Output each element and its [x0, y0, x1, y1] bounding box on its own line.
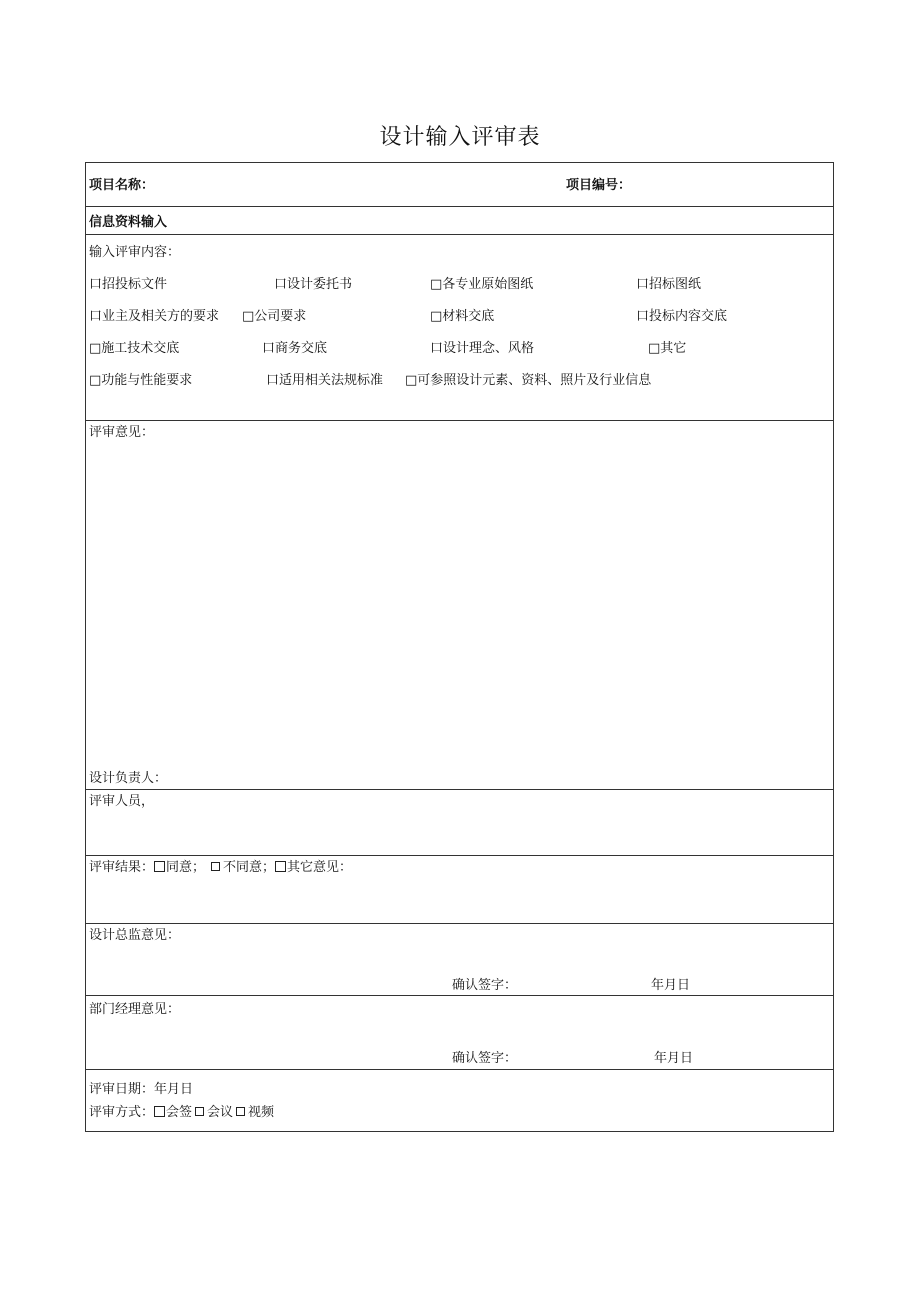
option-label: 设计委托书 — [287, 277, 353, 292]
checkbox-mark: □ — [430, 309, 443, 324]
review-result-row — [86, 856, 833, 924]
checkbox-mark: 口 — [89, 277, 103, 292]
agree-checkbox[interactable] — [154, 861, 165, 872]
option-label: 其它 — [660, 341, 687, 356]
date-label: 年月日 — [654, 1051, 694, 1066]
review-date-value: 年月日 — [154, 1082, 194, 1097]
checkbox-mark: 口 — [89, 309, 103, 324]
review-result-label: 评审结果： — [89, 860, 155, 875]
video-checkbox[interactable] — [236, 1107, 245, 1116]
checkbox-mark: 口 — [636, 277, 650, 292]
checkbox-mark: □ — [405, 373, 418, 388]
option-design-concept[interactable] — [430, 341, 534, 357]
option-other[interactable] — [648, 341, 686, 357]
checkbox-mark: □ — [430, 277, 443, 292]
other-opinion-checkbox[interactable] — [275, 861, 286, 872]
option-label: 适用相关法规标准 — [279, 373, 384, 388]
option-label: 公司要求 — [254, 309, 307, 324]
project-number-label: 项目编号： — [566, 178, 632, 193]
checkbox-mark: 口 — [274, 277, 288, 292]
reviewers-row — [86, 790, 833, 856]
checkbox-mark: □ — [89, 341, 102, 356]
design-director-label: 设计总监意见： — [89, 928, 181, 943]
countersign-checkbox[interactable] — [154, 1106, 165, 1117]
option-label: 设计理念、风格 — [443, 341, 535, 356]
dept-manager-label: 部门经理意见： — [89, 1002, 181, 1017]
option-reference-materials[interactable] — [405, 373, 651, 389]
option-applicable-standards[interactable] — [266, 373, 383, 389]
checkbox-mark: 口 — [430, 341, 444, 356]
option-label: 商务交底 — [275, 341, 328, 356]
option-construction-briefing[interactable] — [89, 341, 179, 357]
meeting-checkbox[interactable] — [195, 1107, 204, 1116]
checkbox-mark: 口 — [636, 309, 650, 324]
agree-label: 同意； — [166, 860, 206, 875]
designer-in-charge-label: 设计负责人： — [89, 771, 168, 786]
option-owner-requirements[interactable] — [89, 309, 219, 325]
option-function-performance[interactable] — [89, 373, 192, 389]
option-label: 功能与性能要求 — [101, 373, 193, 388]
review-method-line — [89, 1105, 274, 1121]
project-name-label: 项目名称： — [89, 178, 155, 193]
option-original-drawings[interactable] — [430, 277, 533, 293]
review-method-label: 评审方式： — [89, 1105, 155, 1120]
video-label: 视频 — [248, 1105, 275, 1120]
option-label: 各专业原始图纸 — [442, 277, 534, 292]
disagree-label: 不同意； — [223, 860, 276, 875]
option-label: 材料交底 — [442, 309, 495, 324]
checkbox-mark: 口 — [262, 341, 276, 356]
option-label: 施工技术交底 — [101, 341, 180, 356]
design-director-row — [86, 924, 833, 996]
other-opinion-label: 其它意见： — [287, 860, 353, 875]
project-info-row — [86, 163, 833, 207]
dept-manager-row — [86, 996, 833, 1070]
review-form — [85, 162, 834, 1132]
option-label: 业主及相关方的要求 — [102, 309, 220, 324]
checkbox-mark: □ — [242, 309, 255, 324]
reviewers-label: 评审人员， — [89, 794, 155, 809]
review-date-method-row — [86, 1070, 833, 1133]
review-date-line — [89, 1082, 193, 1098]
option-label: 招标图纸 — [649, 277, 702, 292]
meeting-label: 会议 — [207, 1105, 234, 1120]
option-design-commission[interactable] — [274, 277, 352, 293]
checkbox-mark: □ — [648, 341, 661, 356]
review-date-label: 评审日期： — [89, 1082, 155, 1097]
option-company-requirements[interactable] — [242, 309, 306, 325]
info-section-label: 信息资料输入 — [89, 215, 168, 230]
countersign-label: 会签 — [166, 1105, 193, 1120]
confirm-signature-label: 确认签字： — [452, 978, 518, 993]
confirm-signature-label: 确认签字： — [452, 1051, 518, 1066]
option-tender-docs[interactable] — [89, 277, 167, 293]
input-review-label: 输入评审内容： — [89, 245, 181, 260]
info-section-row — [86, 207, 833, 235]
date-label: 年月日 — [651, 978, 691, 993]
input-review-row — [86, 235, 833, 421]
review-opinion-row — [86, 421, 833, 790]
page-title: 设计输入评审表 — [379, 125, 541, 150]
checkbox-mark: □ — [89, 373, 102, 388]
option-tender-drawings[interactable] — [636, 277, 701, 293]
disagree-checkbox[interactable] — [211, 862, 220, 871]
option-material-briefing[interactable] — [430, 309, 494, 325]
option-label: 可参照设计元素、资料、照片及行业信息 — [417, 373, 652, 388]
option-bid-content-briefing[interactable] — [636, 309, 727, 325]
checkbox-mark: 口 — [266, 373, 280, 388]
option-label: 招投标文件 — [102, 277, 168, 292]
review-opinion-label: 评审意见： — [89, 425, 155, 440]
option-business-briefing[interactable] — [262, 341, 327, 357]
option-label: 投标内容交底 — [649, 309, 728, 324]
review-result-line — [89, 860, 352, 876]
